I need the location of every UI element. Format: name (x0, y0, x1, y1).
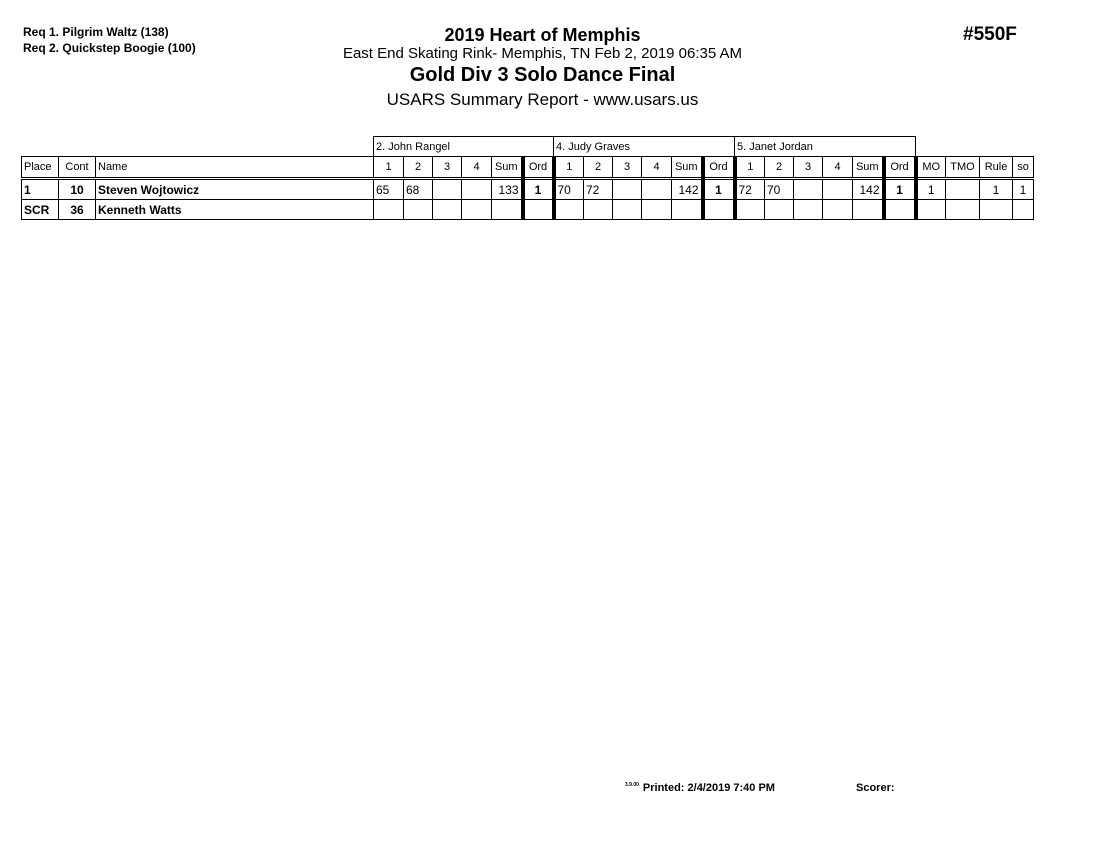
score-cell: 70 (765, 179, 794, 200)
so-cell: 1 (1013, 179, 1034, 200)
column-header-row (22, 157, 1034, 179)
score-cell: 68 (404, 179, 433, 200)
score-cell: 65 (374, 179, 404, 200)
name-cell: Steven Wojtowicz (96, 179, 374, 200)
col-j1-2: 2 (404, 157, 433, 179)
name-cell: Kenneth Watts (96, 200, 374, 220)
col-cont: Cont (59, 157, 96, 179)
ord-cell: 1 (703, 179, 735, 200)
scorer-label: Scorer: (856, 782, 895, 794)
sum-cell (853, 200, 884, 220)
ord-cell (884, 200, 916, 220)
req-label: Req 1. (23, 25, 60, 39)
blank-cell (916, 137, 1034, 157)
col-tmo: TMO (946, 157, 980, 179)
score-cell (374, 200, 404, 220)
score-cell (823, 179, 853, 200)
score-cell (462, 200, 492, 220)
sum-cell: 142 (853, 179, 884, 200)
ord-cell (703, 200, 735, 220)
col-j1-1: 1 (374, 157, 404, 179)
col-j1-4: 4 (462, 157, 492, 179)
req-dance: Pilgrim Waltz (138) (62, 25, 169, 39)
col-j2-3: 3 (613, 157, 642, 179)
col-j3-sum: Sum (853, 157, 884, 179)
report-name: USARS Summary Report - www.usars.us (386, 90, 699, 109)
col-name: Name (96, 157, 374, 179)
sum-cell (492, 200, 523, 220)
col-j1-ord: Ord (523, 157, 554, 179)
results-table (21, 136, 1034, 220)
score-cell (404, 200, 433, 220)
col-j3-2: 2 (765, 157, 794, 179)
blank-cell (22, 137, 374, 157)
rule-cell: 1 (980, 179, 1013, 200)
sum-cell (672, 200, 703, 220)
col-j2-2: 2 (584, 157, 613, 179)
col-so: so (1013, 157, 1034, 179)
score-cell: 70 (554, 179, 584, 200)
table-row (22, 200, 1034, 220)
col-j2-4: 4 (642, 157, 672, 179)
col-mo: MO (916, 157, 946, 179)
event-name: Gold Div 3 Solo Dance Final (409, 64, 676, 86)
version-label: 3.9.00 (625, 782, 639, 788)
score-cell (794, 200, 823, 220)
event-code: #550F (963, 24, 1017, 45)
req-label: Req 2. (23, 41, 60, 55)
col-j2-1: 1 (554, 157, 584, 179)
tmo-cell (946, 179, 980, 200)
score-cell (823, 200, 853, 220)
table-row (22, 179, 1034, 200)
tmo-cell (946, 200, 980, 220)
printed-date: Printed: 2/4/2019 7:40 PM (642, 782, 775, 794)
venue-line: East End Skating Rink- Memphis, TN Feb 2, 2019 06:35 AM (342, 45, 743, 62)
col-j3-1: 1 (735, 157, 765, 179)
mo-cell: 1 (916, 179, 946, 200)
col-j1-3: 3 (433, 157, 462, 179)
req-dance: Quickstep Boogie (100) (62, 41, 196, 55)
ord-cell: 1 (884, 179, 916, 200)
judge-2-header: 4. Judy Graves (554, 137, 735, 157)
score-cell (613, 179, 642, 200)
so-cell (1013, 200, 1034, 220)
score-cell (642, 179, 672, 200)
printed-info (625, 782, 775, 794)
score-cell (433, 200, 462, 220)
score-cell (584, 200, 613, 220)
judge-3-header: 5. Janet Jordan (735, 137, 916, 157)
score-cell (433, 179, 462, 200)
ord-cell: 1 (523, 179, 554, 200)
score-cell: 72 (735, 179, 765, 200)
competition-title: 2019 Heart of Memphis (444, 25, 641, 45)
col-j3-ord: Ord (884, 157, 916, 179)
col-j3-3: 3 (794, 157, 823, 179)
col-place: Place (22, 157, 59, 179)
cont-cell: 10 (59, 179, 96, 200)
col-j3-4: 4 (823, 157, 853, 179)
mo-cell (916, 200, 946, 220)
score-cell (735, 200, 765, 220)
judge-1-header: 2. John Rangel (374, 137, 554, 157)
col-j1-sum: Sum (492, 157, 523, 179)
place-cell: SCR (22, 200, 59, 220)
place-cell: 1 (22, 179, 59, 200)
cont-cell: 36 (59, 200, 96, 220)
rule-cell (980, 200, 1013, 220)
score-cell (613, 200, 642, 220)
ord-cell (523, 200, 554, 220)
col-j2-ord: Ord (703, 157, 735, 179)
score-cell: 72 (584, 179, 613, 200)
score-cell (462, 179, 492, 200)
score-cell (554, 200, 584, 220)
col-rule: Rule (980, 157, 1013, 179)
col-j2-sum: Sum (672, 157, 703, 179)
sum-cell: 142 (672, 179, 703, 200)
score-cell (765, 200, 794, 220)
score-cell (794, 179, 823, 200)
score-cell (642, 200, 672, 220)
sum-cell: 133 (492, 179, 523, 200)
judge-header-row (22, 137, 1034, 157)
